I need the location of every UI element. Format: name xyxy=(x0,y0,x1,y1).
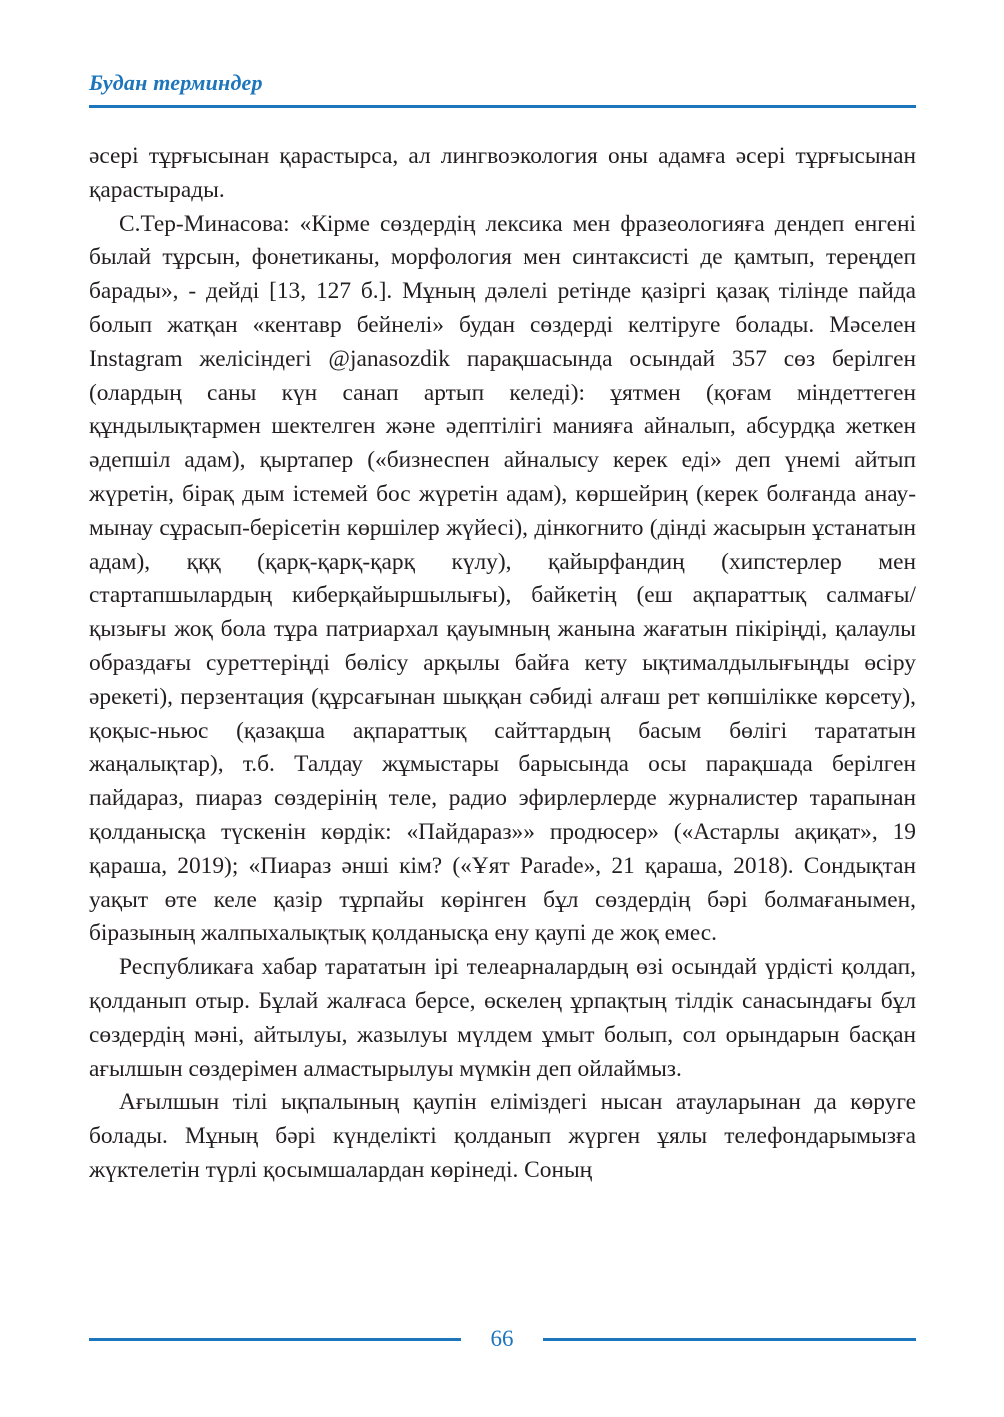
paragraph-continuation: әсері тұрғысынан қарастырса, ал лингвоэкология оны адамға әсері тұрғысынан қарастырады. xyxy=(89,143,916,203)
footer-rule-right xyxy=(543,1338,916,1341)
running-title: Будан терминдер xyxy=(89,70,263,95)
footer-rule-left xyxy=(89,1338,461,1341)
body-text xyxy=(89,140,916,1290)
paragraph: Ағылшын тілі ықпалының қаупін еліміздегі нысан атауларынан да көруге болады. Мұның бәрі күнделікті қолданып жүрген ұялы телефондарымызға жүктелетін түрлі қосымшалардан көрінеді. Соның xyxy=(89,1089,916,1183)
paragraph: Республикаға хабар тарататын ірі телеарналардың өзі осындай үрдісті қолдап, қолданып отыр. Бұлай жалғаса берсе, өскелең ұрпақтың тілдік санасындағы бұл сөздердің мәні, айтылуы, жазылуы мүлдем ұмыт болып, сол орындарын басқан ағылшын сөздерімен алмастырылуы мүмкін деп ойлаймыз. xyxy=(89,954,916,1082)
page-number: 66 xyxy=(490,1326,514,1351)
paragraph: С.Тер-Минасова: «Кірме сөздердің лексика мен фразеологияға дендеп енгені былай тұрсын, фонетиканы, морфология мен синтаксисті де қамтып, тереңдеп барады», - дейді [13, 127 б.]. Мұның дәлелі ретінде қазіргі қазақ тілінде пайда болып жатқан «кентавр бейнелі» будан сөздерді келтіруге болады. Мәселен Instagram желісіндегі @janasozdik парақшасында осындай 357 сөз берілген (олардың саны күн санап артып келеді): ұятмен (қоғам міндеттеген құндылықтармен шектелген және әдептілігі манияға айналып, абсурдқа жеткен әдепшіл адам), қыртапер («бизнеспен айналысу керек еді» деп үнемі айтып жүретін, бірақ дым істемей бос жүретін адам), көршейриң (керек болғанда анау-мынау сұрасып-берісетін көршілер жүйесі), дінкогнито (дінді жасырын ұстанатын адам), қққ (қарқ-қарқ-қарқ күлу), қайырфандиң (хипстерлер мен стартапшылардың киберқайыршылығы), байкетің (еш ақпараттық салмағы/қызығы жоқ бола тұра патриархал қауымның жанына жағатын пікіріңді, қалаулы образдағы суреттеріңді бөлісу арқылы байға кету ықтималдылығыңды өсіру әрекеті), перзентация (құрсағынан шыққан сәбиді алғаш рет көпшілікке көрсету), қоқыс-ньюс (қазақша ақпараттық сайттардың басым бөлігі тарататын жаңалықтар), т.б. Талдау жұмыстары барысында осы парақшада берілген пайдараз, пиараз сөздерінің теле, радио эфирлерлерде журналистер тарапынан қолданысқа түскенін көрдік: «Пайдараз»» продюсер» («Астарлы ақиқат», 19 қараша, 2019); «Пиараз әнші кім? («Ұят Parade», 21 қараша, 2018). Сондықтан уақыт өте келе қазір тұрпайы көрінген бұл сөздердің бәрі болмағанымен, біразының жалпыхалықтық қолданысқа ену қаупі де жоқ емес. xyxy=(89,210,916,947)
header-rule xyxy=(89,105,916,108)
